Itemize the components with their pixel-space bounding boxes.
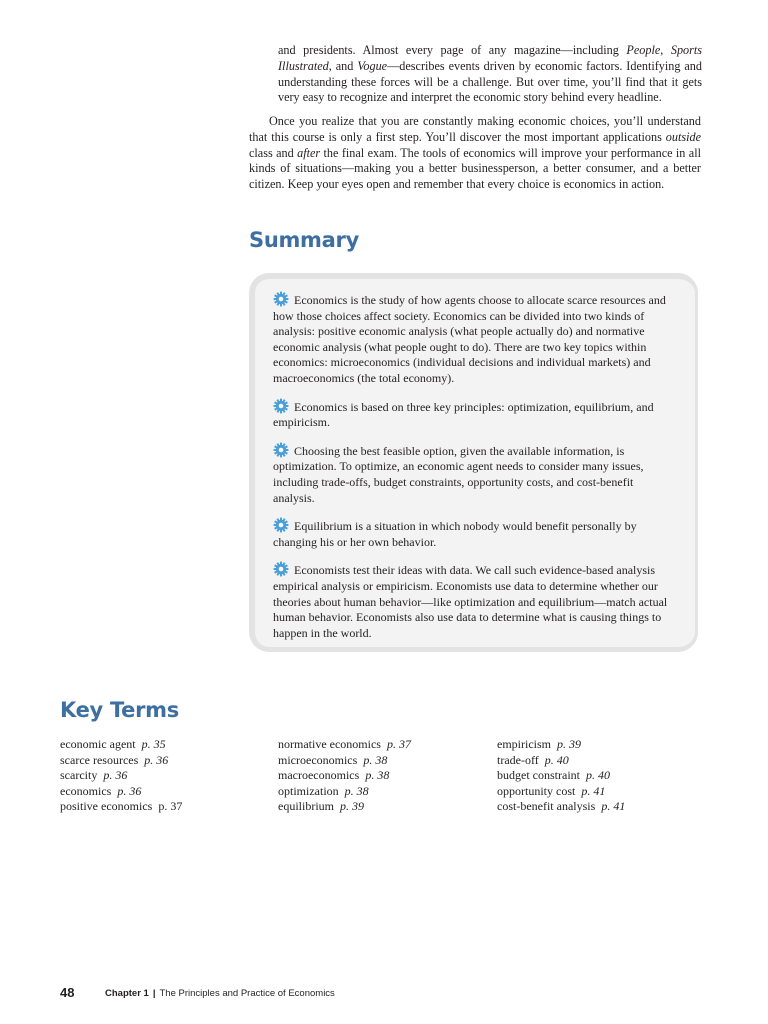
key-term-page-ref: p. 41: [581, 783, 606, 798]
italic-text-run: after: [297, 145, 321, 160]
summary-item-text: Economists test their ideas with data. We call such evidence-based analysis empirical analysis or empiricism. Economists use data to determine whether our theories about human behavior—like optimization and equilibrium—match actual human behavior. Economists also use data to determine what is causing things to happen in the world.: [273, 563, 668, 640]
gear-bullet-icon: [273, 561, 289, 577]
key-term-item: [497, 768, 625, 784]
text-run: Once you realize that you are constantly making economic choices, you’ll understand that this course is only a first step. You’ll discover the most important applications: [249, 114, 701, 144]
key-term: macroeconomics: [278, 768, 360, 783]
gear-bullet-icon: [273, 398, 289, 414]
key-term-page-ref: p. 40: [544, 752, 569, 767]
key-term: budget constraint: [497, 768, 580, 783]
key-term-page-ref: p. 41: [601, 799, 626, 814]
key-term-item: [60, 768, 182, 784]
text-run: , and: [328, 58, 358, 73]
key-term: opportunity cost: [497, 783, 576, 798]
key-term-item: [497, 799, 625, 815]
gear-bullet-icon: [273, 517, 289, 533]
chapter-label: Chapter 1: [105, 988, 149, 999]
key-term-item: [497, 737, 625, 753]
text-run: ,: [660, 43, 671, 57]
key-term-page-ref: p. 37: [158, 799, 183, 814]
italic-text-run: outside: [665, 129, 701, 144]
footer-separator: |: [152, 988, 156, 999]
key-term-page-ref: p. 38: [363, 752, 388, 767]
intro-quote-paragraph: [278, 43, 702, 106]
key-term-item: [497, 753, 625, 769]
summary-item-text: Equilibrium is a situation in which nobody would benefit personally by changing his or her own behavior.: [273, 519, 637, 549]
key-term: scarcity: [60, 768, 98, 783]
key-term-item: [278, 737, 411, 753]
summary-item: [273, 517, 677, 550]
key-terms-heading: Key Terms: [60, 698, 179, 722]
gear-bullet-icon: [273, 291, 289, 307]
summary-item: [273, 561, 677, 641]
key-terms-column-1: [60, 737, 182, 815]
page-number: 48: [60, 985, 75, 1000]
summary-item: [273, 442, 677, 506]
key-term: scarce resources: [60, 752, 139, 767]
summary-item-text: Economics is based on three key principles: optimization, equilibrium, and empiricism.: [273, 399, 654, 430]
key-term-page-ref: p. 36: [103, 768, 128, 783]
key-term-page-ref: p. 38: [365, 768, 390, 783]
italic-text-run: Vogue: [357, 58, 388, 73]
chapter-title: The Principles and Practice of Economics: [159, 988, 335, 999]
key-term-page-ref: p. 37: [386, 737, 411, 751]
italic-text-run: People: [626, 43, 661, 57]
key-term-page-ref: p. 36: [117, 783, 142, 798]
intro-body-paragraph: [249, 114, 701, 193]
summary-list: [273, 291, 677, 641]
summary-item-text: Choosing the best feasible option, given the available information, is optimization. To optimize, an economic agent needs to consider many issues, including trade-offs, budget constraints, opportunity costs, and cost-benefit analysis.: [273, 443, 644, 505]
key-term: economic agent: [60, 737, 136, 751]
key-term-item: [278, 768, 411, 784]
key-term: equilibrium: [278, 799, 334, 814]
key-term-item: [278, 753, 411, 769]
key-term: positive economics: [60, 799, 153, 814]
key-term-page-ref: p. 36: [144, 752, 169, 767]
key-term-item: [60, 753, 182, 769]
key-terms-column-2: [278, 737, 411, 815]
key-term: trade-off: [497, 752, 539, 767]
page-footer: [60, 985, 710, 1003]
key-term-item: [497, 784, 625, 800]
summary-heading: Summary: [249, 228, 359, 252]
summary-item-text: Economics is the study of how agents choose to allocate scarce resources and how those choices affect society. Economics can be divided into two kinds of analysis: positive economic analysis (what people actually do) and normative economic analysis (what people ought to do). There are two key topics within economics: microeconomics (individual decisions and individual markets) and macroeconomics (the total economy).: [273, 293, 666, 385]
text-run: the final exam. The tools of economics will improve your performance in all kinds of situations—making you a better businessperson, a better consumer, and a better citizen. Keep your eyes open and remember that every choice is economics in action.: [249, 145, 701, 192]
key-term-page-ref: p. 40: [585, 768, 610, 783]
key-term-item: [278, 784, 411, 800]
key-term: economics: [60, 783, 112, 798]
key-term-page-ref: p. 38: [344, 783, 369, 798]
text-run: —describes events driven by economic factors. Identifying and understanding these forces will be a challenge. But over time, you’ll find that it gets very easy to recognize and interpret the economic story behind every headline.: [278, 58, 702, 105]
text-run: class and: [249, 145, 298, 160]
key-term-item: [60, 799, 182, 815]
key-term: optimization: [278, 783, 339, 798]
key-term: cost-benefit analysis: [497, 799, 596, 814]
text-run: and presidents. Almost every page of any magazine—including: [278, 43, 627, 57]
gear-bullet-icon: [273, 442, 289, 458]
summary-box: [249, 273, 698, 652]
key-term-page-ref: p. 35: [141, 737, 166, 751]
key-term-page-ref: p. 39: [340, 799, 364, 814]
key-term-page-ref: p. 39: [557, 737, 581, 751]
key-term-item: [60, 784, 182, 800]
summary-item: [273, 291, 677, 387]
key-term-item: [278, 799, 411, 815]
key-term: empiricism: [497, 737, 551, 751]
key-term-item: [60, 737, 182, 753]
key-term: microeconomics: [278, 752, 358, 767]
italic-text-run: Sports Illustrated: [278, 43, 703, 73]
key-terms-column-3: [497, 737, 625, 815]
summary-item: [273, 398, 677, 431]
key-term: normative economics: [278, 737, 381, 751]
running-footer: [105, 988, 335, 999]
